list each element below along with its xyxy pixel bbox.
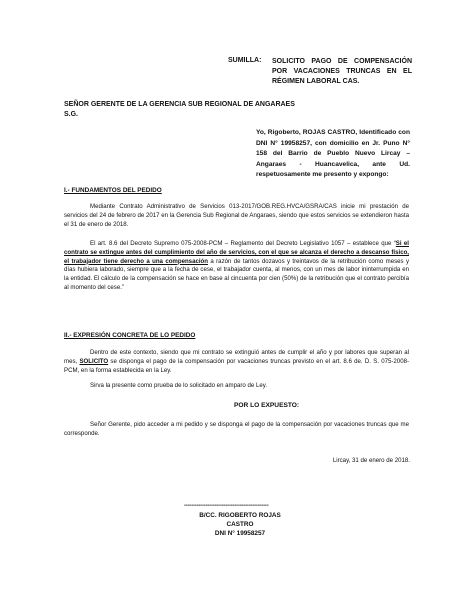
paragraph-2-text-a: El art. 8.6 del Decreto Supremo 075-2008-PCM – Reglamento del Decreto Legislativo 1057 – establece que “ [90, 240, 396, 247]
signature-line: ----------------------------------------------- [184, 503, 269, 509]
section-2-heading: II.- EXPRESIÓN CONCRETA DE LO PEDIDO [64, 332, 196, 339]
section-1-paragraph-1: Mediante Contrato Administrativo de Servicios 013-2017/GOB.REG.HVCA/GSRA/CAS inicie mi prestación de servicios del 24 de febrero de 2017 en la Gerencia Sub Regional de Angaraes, siendo que estos servicios se extendieron hasta el 31 de enero de 2018. [64, 203, 409, 228]
paragraph-text-b: se disponga el pago de la compensación por vacaciones truncas previsto en el art. 8.6 de. D. S. 075-2008-PCM, en la forma establecida en la Ley. [64, 357, 410, 374]
por-lo-expuesto: POR LO EXPUESTO: [234, 402, 300, 409]
signature-name: B/CC. RIGOBERTO ROJAS CASTRO [199, 512, 281, 528]
addressee-line-2: S.G. [64, 111, 79, 118]
paragraph-2-text-b: a razón de tantos dozavos y treintavos de la retribución como meses y días hubiera laborado, siempre que a la fecha de cese, el trabajador cuenta, al menos, con un mes de labor ininterrumpida en la entidad. El cálculo de la compensación se hace en base al cincuenta por cien (50%) de la retribución que el contrato percibía al momento del cese.” [64, 257, 409, 291]
sumilla-label: SUMILLA: [228, 57, 262, 64]
paragraph-2-underlined-quote: Si el contrato se extingue antes del cumplimiento del año de servicios, con el que se alcanza el derecho a descanso físico, el trabajador tiene derecho a una compensación [64, 240, 409, 265]
intro-paragraph: Yo, Rigoberto, ROJAS CASTRO, Identificado con DNI N° 19958257, con domicilio en Jr. Puno N° 158 del Barrio de Pueblo Nuevo Lircay – Angaraes - Huancavelica, ante Ud. respetuosamente me presento y expongo: [256, 129, 410, 179]
paragraph-text-a: Dentro de este contexto, siendo que mi contrato se extinguió antes de cumplir el año y por labores que superan al mes, [64, 349, 409, 365]
section-1-paragraph-2 [64, 240, 409, 293]
date-line: Lircay, 31 de enero de 2018. [332, 457, 410, 464]
section-1-heading: I.- FUNDAMENTOS DEL PEDIDO [64, 187, 162, 194]
section-2-paragraph-3: Señor Gerente, pido acceder a mi pedido y se disponga el pago de la compensación por vacaciones truncas que me corresponde. [64, 421, 409, 437]
solicito-keyword: SOLICITO [79, 357, 109, 365]
section-2-paragraph-1 [64, 349, 409, 375]
signature-dni: DNI N° 19958257 [214, 530, 266, 537]
section-2-paragraph-2: Sirva la presente como prueba de lo solicitado en amparo de Ley. [90, 382, 268, 389]
sumilla-text: SOLICITO PAGO DE COMPENSACIÓN POR VACACIONES TRUNCAS EN EL RÉGIMEN LABORAL CAS. [272, 58, 412, 85]
addressee-line-1: SEÑOR GERENTE DE LA GERENCIA SUB REGIONAL DE ANGARAES [64, 101, 295, 108]
signature-block [185, 511, 295, 538]
addressee-block [64, 100, 295, 120]
